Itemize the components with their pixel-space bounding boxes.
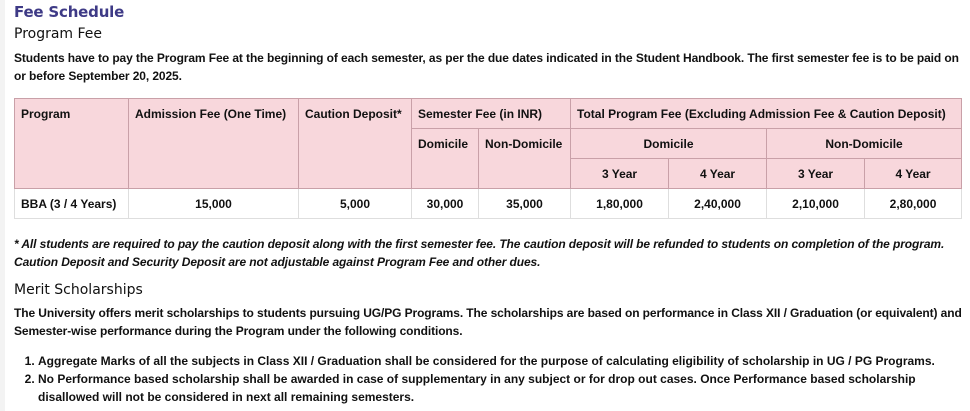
header-row-1 — [15, 99, 962, 129]
cell-total-non-domicile-3-year: 2,10,000 — [767, 189, 865, 219]
list-item: 1. Aggregate Marks of all the subjects in Class XII / Graduation shall be considered for the purpose of calculating eligibility of scholarship in UG / PG Programs. — [38, 352, 962, 370]
program-fee-heading: Program Fee — [14, 26, 103, 42]
cell-semester-non-domicile: 35,000 — [479, 189, 571, 219]
merit-scholarships-intro: The University offers merit scholarships to students pursuing UG/PG Programs. The scholarships are based on performance in Class XII / Graduation (or equivalent) and Semester-wise performance during the Program under the following conditions. — [14, 306, 962, 338]
header-total-domicile: Domicile — [571, 129, 767, 159]
cell-program: BBA (3 / 4 Years) — [15, 189, 129, 219]
header-non-domicile-3-year: 3 Year — [767, 159, 865, 189]
header-semester-fee: Semester Fee (in INR) — [412, 99, 571, 129]
program-fee-intro: Students have to pay the Program Fee at the beginning of each semester, as per the due dates indicated in the Student Handbook. The first semester fee is to be paid on or before September 20, 2025. — [14, 51, 959, 83]
header-domicile-4-year: 4 Year — [669, 159, 767, 189]
header-total-non-domicile: Non-Domicile — [767, 129, 962, 159]
merit-scholarships-heading: Merit Scholarships — [14, 282, 143, 298]
header-domicile-3-year: 3 Year — [571, 159, 669, 189]
list-item: 2. No Performance based scholarship shall be awarded in case of supplementary in any subject or for drop out cases. Once Performance based scholarship disallowed will not be considered in next all remaining semesters. — [38, 370, 962, 406]
scholarship-conditions-list — [14, 352, 962, 406]
header-total-fee: Total Program Fee (Excluding Admission Fee & Caution Deposit) — [571, 99, 962, 129]
section-title: Fee Schedule — [14, 3, 125, 21]
header-admission-fee: Admission Fee (One Time) — [129, 99, 299, 189]
page-left-margin — [0, 0, 5, 411]
header-program: Program — [15, 99, 129, 189]
header-semester-non-domicile: Non-Domicile — [479, 129, 571, 189]
cell-caution-deposit: 5,000 — [299, 189, 412, 219]
table-row — [15, 189, 962, 219]
cell-total-non-domicile-4-year: 2,80,000 — [865, 189, 962, 219]
header-non-domicile-4-year: 4 Year — [865, 159, 962, 189]
cell-semester-domicile: 30,000 — [412, 189, 479, 219]
caution-deposit-footnote: * All students are required to pay the caution deposit along with the first semester fee. The caution deposit will be refunded to students on completion of the program. Caution Deposit and Security Deposit are not adjustable against Program Fee and other dues. — [14, 237, 945, 269]
fee-table — [14, 98, 962, 219]
cell-total-domicile-3-year: 1,80,000 — [571, 189, 669, 219]
header-semester-domicile: Domicile — [412, 129, 479, 189]
cell-total-domicile-4-year: 2,40,000 — [669, 189, 767, 219]
header-caution-deposit: Caution Deposit* — [299, 99, 412, 189]
cell-admission-fee: 15,000 — [129, 189, 299, 219]
